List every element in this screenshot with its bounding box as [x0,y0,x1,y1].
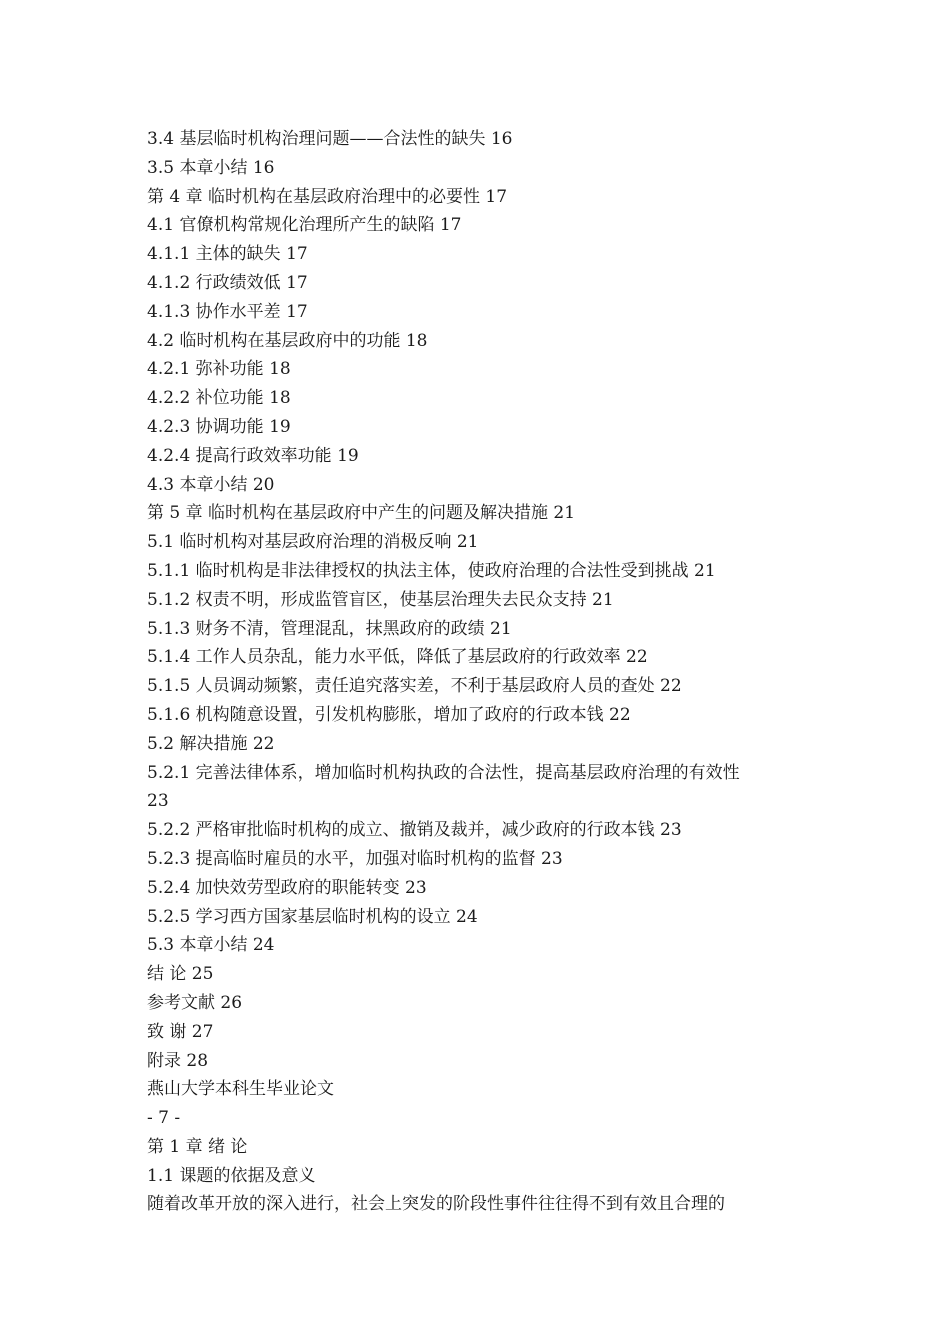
toc-entry-4-1-2: 4.1.2 行政绩效低 17 [147,272,308,293]
toc-entry-4-3: 4.3 本章小结 20 [147,474,275,495]
toc-appendix: 附录 28 [147,1050,209,1071]
toc-acknowledgements: 致 谢 27 [147,1021,214,1042]
toc-entry-5-2-2: 5.2.2 严格审批临时机构的成立、撤销及裁并，减少政府的行政本钱 23 [147,820,682,841]
section-1-1-heading: 1.1 课题的依据及意义 [147,1165,316,1186]
toc-chapter-5: 第 5 章 临时机构在基层政府中产生的问题及解决措施 21 [147,503,576,524]
toc-conclusion: 结 论 25 [147,964,214,985]
toc-entry-5-1-6: 5.1.6 机构随意设置，引发机构膨胀，增加了政府的行政本钱 22 [147,704,631,725]
toc-entry-5-2: 5.2 解决措施 22 [147,733,275,754]
toc-references: 参考文献 26 [147,992,243,1013]
page-number: - 7 - [147,1108,181,1129]
chapter-1-heading: 第 1 章 绪 论 [147,1136,248,1157]
toc-entry-4-2-1: 4.2.1 弥补功能 18 [147,359,291,380]
toc-entry-5-2-1: 5.2.1 完善法律体系，增加临时机构执政的合法性，提高基层政府治理的有效性 [147,762,740,783]
toc-entry-4-2: 4.2 临时机构在基层政府中的功能 18 [147,330,428,351]
toc-entry-4-2-4: 4.2.4 提高行政效率功能 19 [147,445,359,466]
toc-entry-4-1: 4.1 官僚机构常规化治理所产生的缺陷 17 [147,215,462,236]
toc-entry-5-2-4: 5.2.4 加快效劳型政府的职能转变 23 [147,877,427,898]
toc-chapter-4: 第 4 章 临时机构在基层政府治理中的必要性 17 [147,186,508,207]
toc-entry-5-2-5: 5.2.5 学习西方国家基层临时机构的设立 24 [147,906,478,927]
toc-entry-5-1-1: 5.1.1 临时机构是非法律授权的执法主体，使政府治理的合法性受到挑战 21 [147,560,716,581]
toc-entry-3-5: 3.5 本章小结 16 [147,157,275,178]
toc-entry-5-1-4: 5.1.4 工作人员杂乱，能力水平低，降低了基层政府的行政效率 22 [147,647,648,668]
toc-entry-5-1-3: 5.1.3 财务不清，管理混乱，抹黑政府的政绩 21 [147,618,512,639]
toc-entry-5-2-3: 5.2.3 提高临时雇员的水平，加强对临时机构的监督 23 [147,848,563,869]
toc-entry-5-2-1-page: 23 [147,791,169,812]
toc-entry-5-1-2: 5.1.2 权责不明，形成监管盲区，使基层治理失去民众支持 21 [147,589,614,610]
document-page [147,125,847,1219]
toc-entry-4-1-1: 4.1.1 主体的缺失 17 [147,244,308,265]
toc-entry-4-2-3: 4.2.3 协调功能 19 [147,416,291,437]
toc-entry-4-2-2: 4.2.2 补位功能 18 [147,388,291,409]
toc-entry-5-1-5: 5.1.5 人员调动频繁，责任追究落实差，不利于基层政府人员的查处 22 [147,676,682,697]
toc-entry-4-1-3: 4.1.3 协作水平差 17 [147,301,308,322]
toc-entry-5-1: 5.1 临时机构对基层政府治理的消极反响 21 [147,532,479,553]
running-header: 燕山大学本科生毕业论文 [147,1079,334,1100]
toc-entry-3-4: 3.4 基层临时机构治理问题——合法性的缺失 16 [147,129,513,149]
toc-entry-5-3: 5.3 本章小结 24 [147,935,275,956]
body-paragraph: 随着改革开放的深入进行，社会上突发的阶段性事件往往得不到有效且合理的 [147,1194,725,1215]
